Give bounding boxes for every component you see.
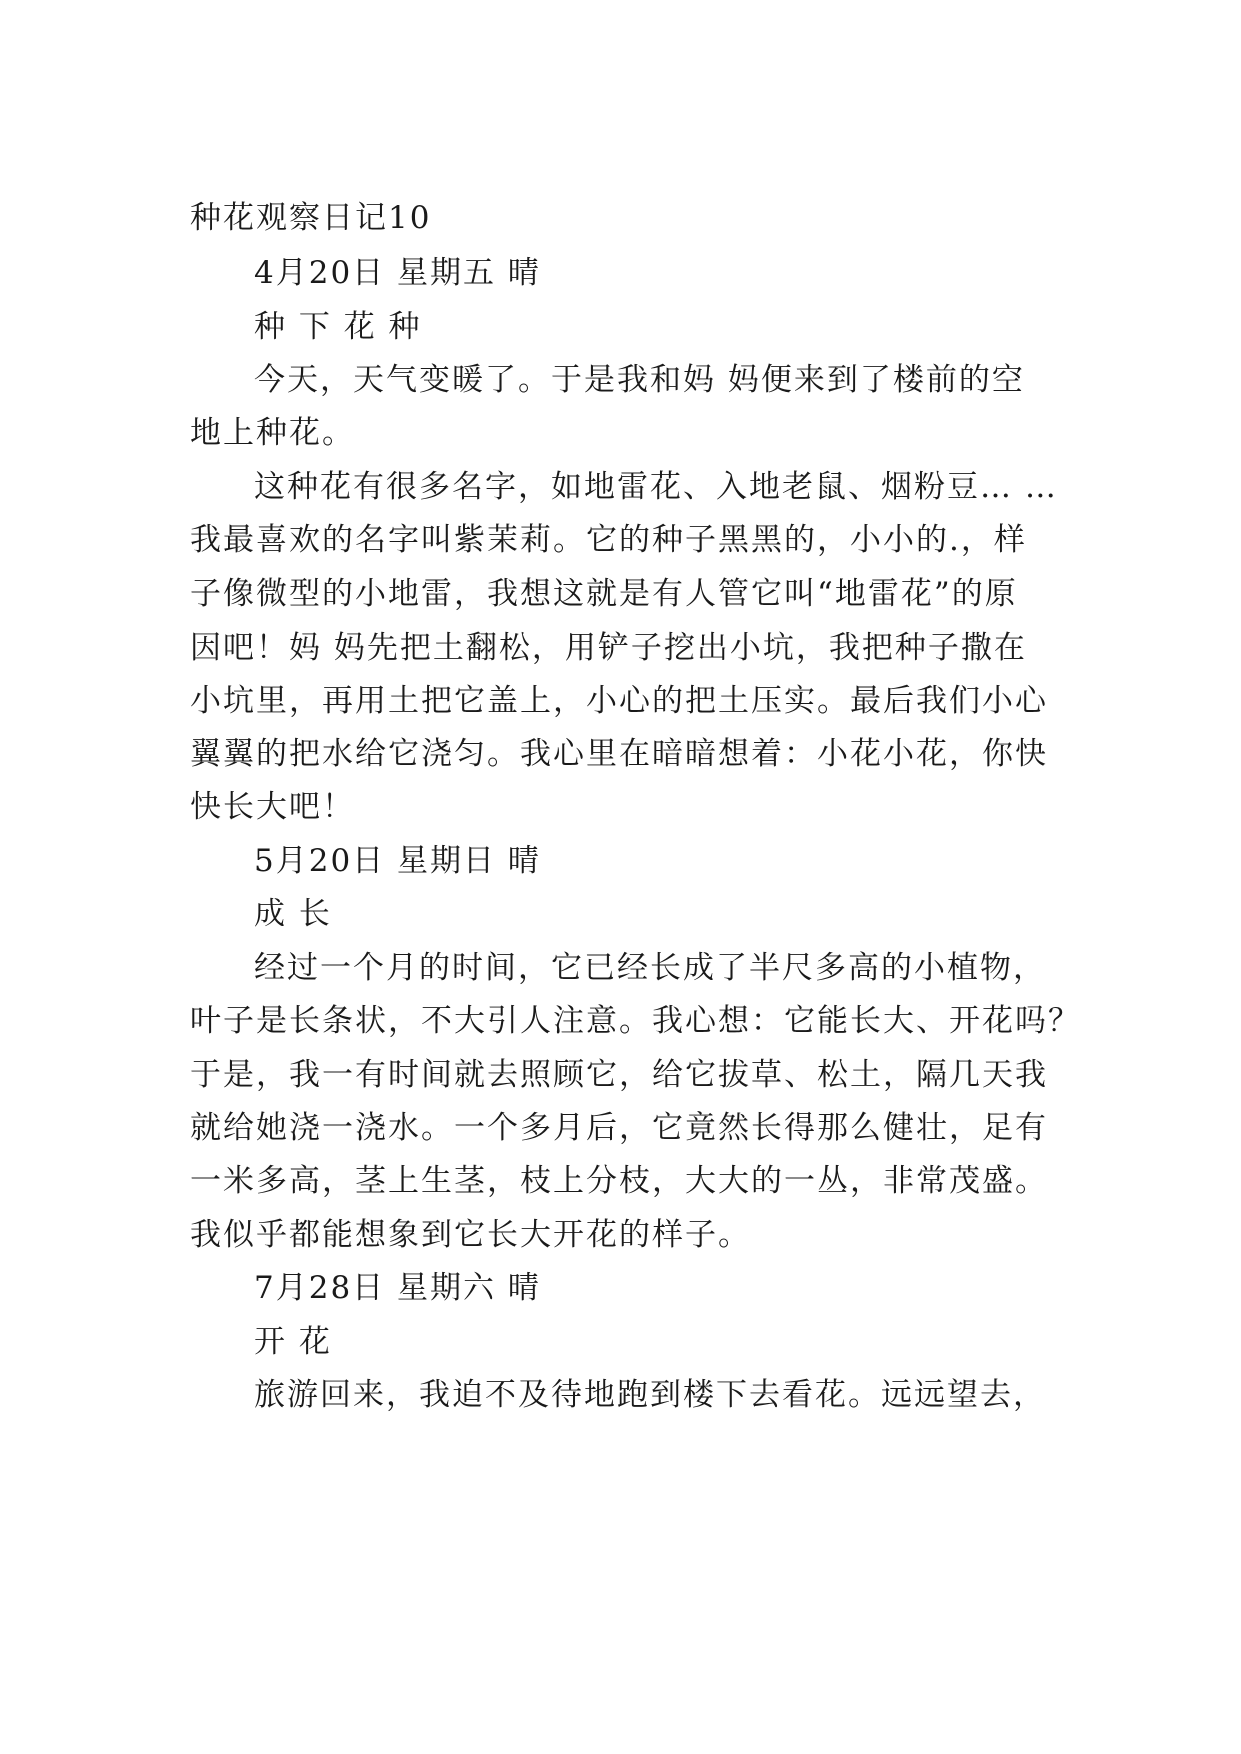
paragraph-line: 于是，我一有时间就去照顾它，给它拔草、松土，隔几天我 (190, 1057, 1048, 1093)
paragraph-line: 今天，天气变暖了。于是我和妈 妈便来到了楼前的空 (254, 362, 1025, 398)
paragraph-line: 叶子是长条状，不大引人注意。我心想：它能长大、开花吗？ (190, 1003, 1081, 1039)
paragraph-line: 子像微型的小地雷，我想这就是有人管它叫“地雷花”的原 (190, 576, 1018, 612)
document-title: 种花观察日记10 (190, 200, 432, 236)
entry-heading: 种 下 花 种 (254, 309, 422, 345)
paragraph-line: 我最喜欢的名字叫紫茉莉。它的种子黑黑的，小小的.，样 (190, 522, 1027, 558)
paragraph-line: 就给她浇一浇水。一个多月后，它竟然长得那么健壮，足有 (190, 1110, 1048, 1146)
entry-date: 4月20日 星期五 晴 (254, 255, 541, 291)
entry-date: 7月28日 星期六 晴 (254, 1270, 541, 1306)
entry-heading: 成 长 (254, 896, 332, 932)
paragraph-line: 小坑里，再用土把它盖上，小心的把土压实。最后我们小心 (190, 683, 1048, 719)
paragraph-line: 因吧！妈 妈先把土翻松，用铲子挖出小坑，我把种子撒在 (190, 630, 1027, 666)
paragraph-line: 快长大吧！ (190, 789, 355, 825)
entry-heading: 开 花 (254, 1324, 332, 1360)
paragraph-line: 经过一个月的时间，它已经长成了半尺多高的小植物， (254, 950, 1046, 986)
paragraph-line: 旅游回来，我迫不及待地跑到楼下去看花。远远望去， (254, 1377, 1046, 1413)
paragraph-line: 一米多高，茎上生茎，枝上分枝，大大的一丛，非常茂盛。 (190, 1163, 1048, 1199)
paragraph-line: 翼翼的把水给它浇匀。我心里在暗暗想着：小花小花，你快 (190, 736, 1048, 772)
paragraph-line: 地上种花。 (190, 415, 355, 451)
paragraph-line: 这种花有很多名字，如地雷花、入地老鼠、烟粉豆… … (254, 469, 1058, 505)
paragraph-line: 我似乎都能想象到它长大开花的样子。 (190, 1217, 751, 1253)
entry-date: 5月20日 星期日 晴 (254, 843, 541, 879)
